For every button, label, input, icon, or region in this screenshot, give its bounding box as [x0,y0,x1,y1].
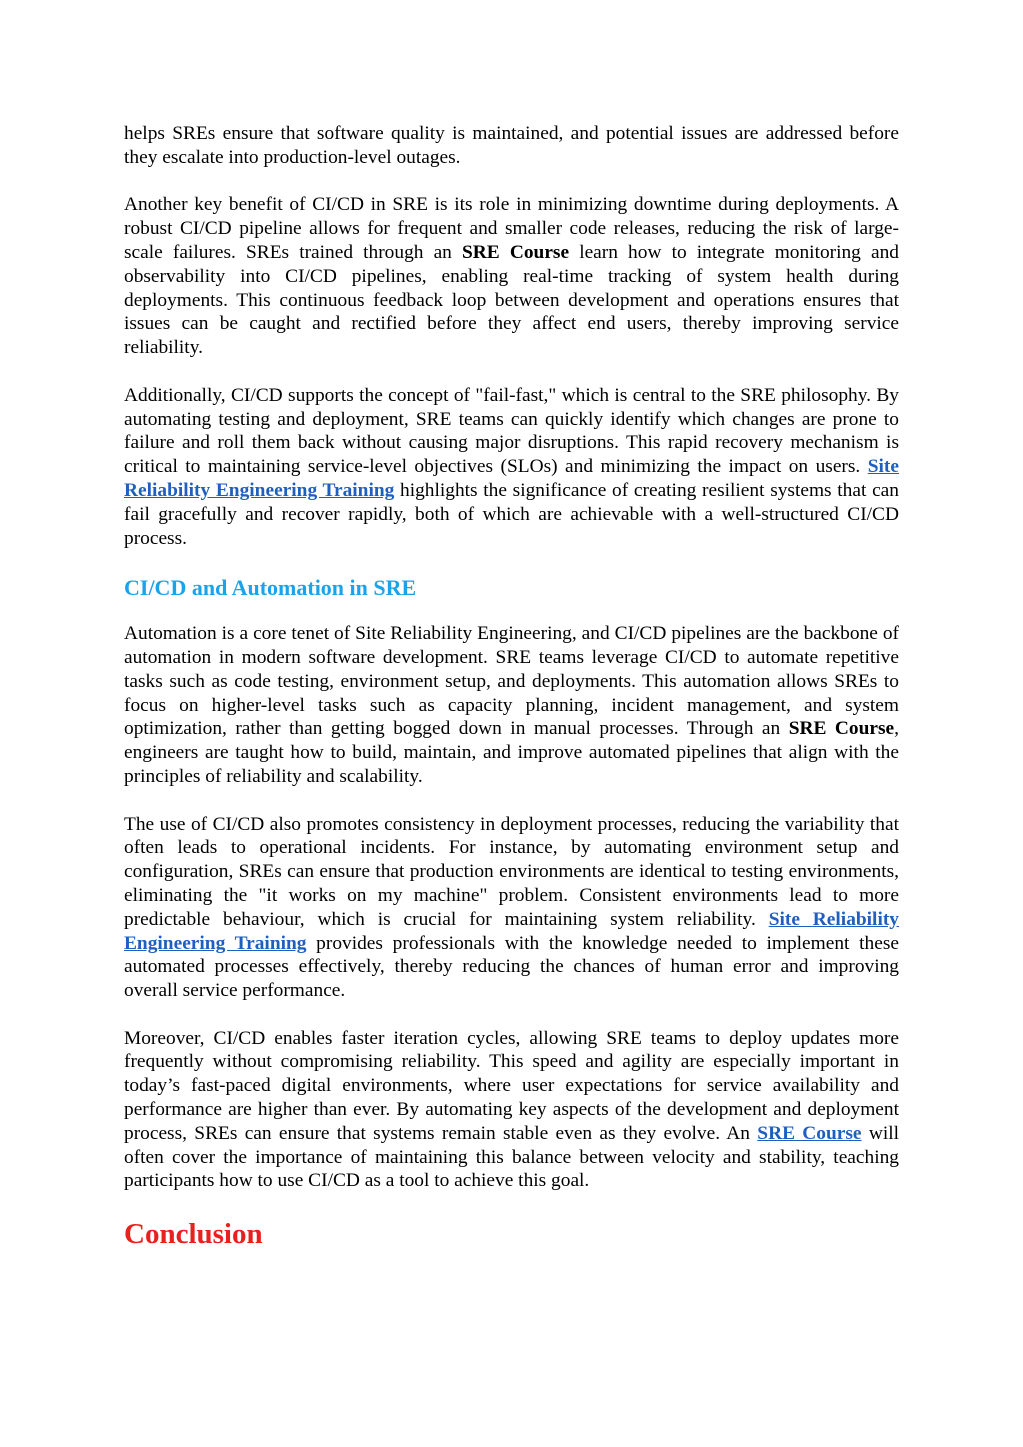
heading-conclusion: Conclusion [124,1218,263,1251]
paragraph-sre-quality [124,122,899,170]
link-site-reliability-engineering-training[interactable]: Site Reliability Engineering Training [124,908,899,954]
paragraph-text: learn how to integrate monitoring and observability into CI/CD pipelines, enabling real-time tracking of system health during deployments. This continuous feedback loop between development and operations ensures that issues can be caught and rectified before they affect end users, thereby improving service reliability. [124,241,899,359]
paragraph-downtime [124,193,899,360]
paragraph-fail-fast [124,384,899,551]
heading-cicd-automation: CI/CD and Automation in SRE [124,575,417,601]
paragraph-text: The use of CI/CD also promotes consistency in deployment processes, reducing the variability that often leads to operational incidents. For instance, by automating environment setup and configuration, SREs can ensure that production environments are identical to testing environments, eliminating the "it works on my machine" problem. Consistent environments lead to more predictable behaviour, which is crucial for maintaining system reliability. [124,813,899,930]
paragraph-text: will often cover the importance of maintaining this balance between velocity and stability, teaching participants how to use CI/CD as a tool to achieve this goal. [124,1122,900,1192]
paragraph-consistency [124,813,899,1003]
paragraph-text: Moreover, CI/CD enables faster iteration cycles, allowing SRE teams to deploy updates more frequently without compromising reliability. This speed and agility are especially important in today’s fast-paced digital environments, where user expectations for service availability and performance are higher than ever. By automating key aspects of the development and deployment process, SREs can ensure that systems remain stable even as they evolve. An [124,1027,899,1144]
paragraph-text: Automation is a core tenet of Site Reliability Engineering, and CI/CD pipelines are the backbone of automation in modern software development. SRE teams leverage CI/CD to automate repetitive tasks such as code testing, environment setup, and deployments. This automation allows SREs to focus on higher-level tasks such as capacity planning, incident management, and system optimization, rather than getting bogged down in manual processes. Through an [124,623,899,740]
paragraph-text: helps SREs ensure that software quality is maintained, and potential issues are addressed before they escalate into production-level outages. [124,123,899,168]
document-page [124,122,899,1251]
paragraph-text: highlights the significance of creating resilient systems that can fail gracefully and recover rapidly, both of which are achievable with a well-structured CI/CD process. [124,479,899,549]
bold-sre-course: SRE Course [788,718,895,740]
paragraph-text: Additionally, CI/CD supports the concept of "fail-fast," which is central to the SRE philosophy. By automating testing and deployment, SRE teams can quickly identify which changes are prone to failure and roll them back without causing major disruptions. This rapid recovery mechanism is critical to maintaining service-level objectives (SLOs) and minimizing the impact on users. [124,384,899,478]
paragraph-text: provides professionals with the knowledge needed to implement these automated processes effectively, thereby reducing the chances of human error and improving overall service performance. [124,932,899,1002]
bold-sre-course: SRE Course [462,241,570,263]
paragraph-text: Another key benefit of CI/CD in SRE is its role in minimizing downtime during deployments. A robust CI/CD pipeline allows for frequent and smaller code releases, reducing the risk of large-scale failures. SREs trained through an [124,194,899,263]
paragraph-iteration-cycles [124,1027,899,1194]
link-site-reliability-engineering-training[interactable]: Site Reliability Engineering Training [124,456,899,501]
paragraph-text: , engineers are taught how to build, maintain, and improve automated pipelines that align with the principles of reliability and scalability. [124,718,899,787]
link-sre-course[interactable]: SRE Course [757,1122,862,1144]
paragraph-automation-tenet [124,622,899,789]
